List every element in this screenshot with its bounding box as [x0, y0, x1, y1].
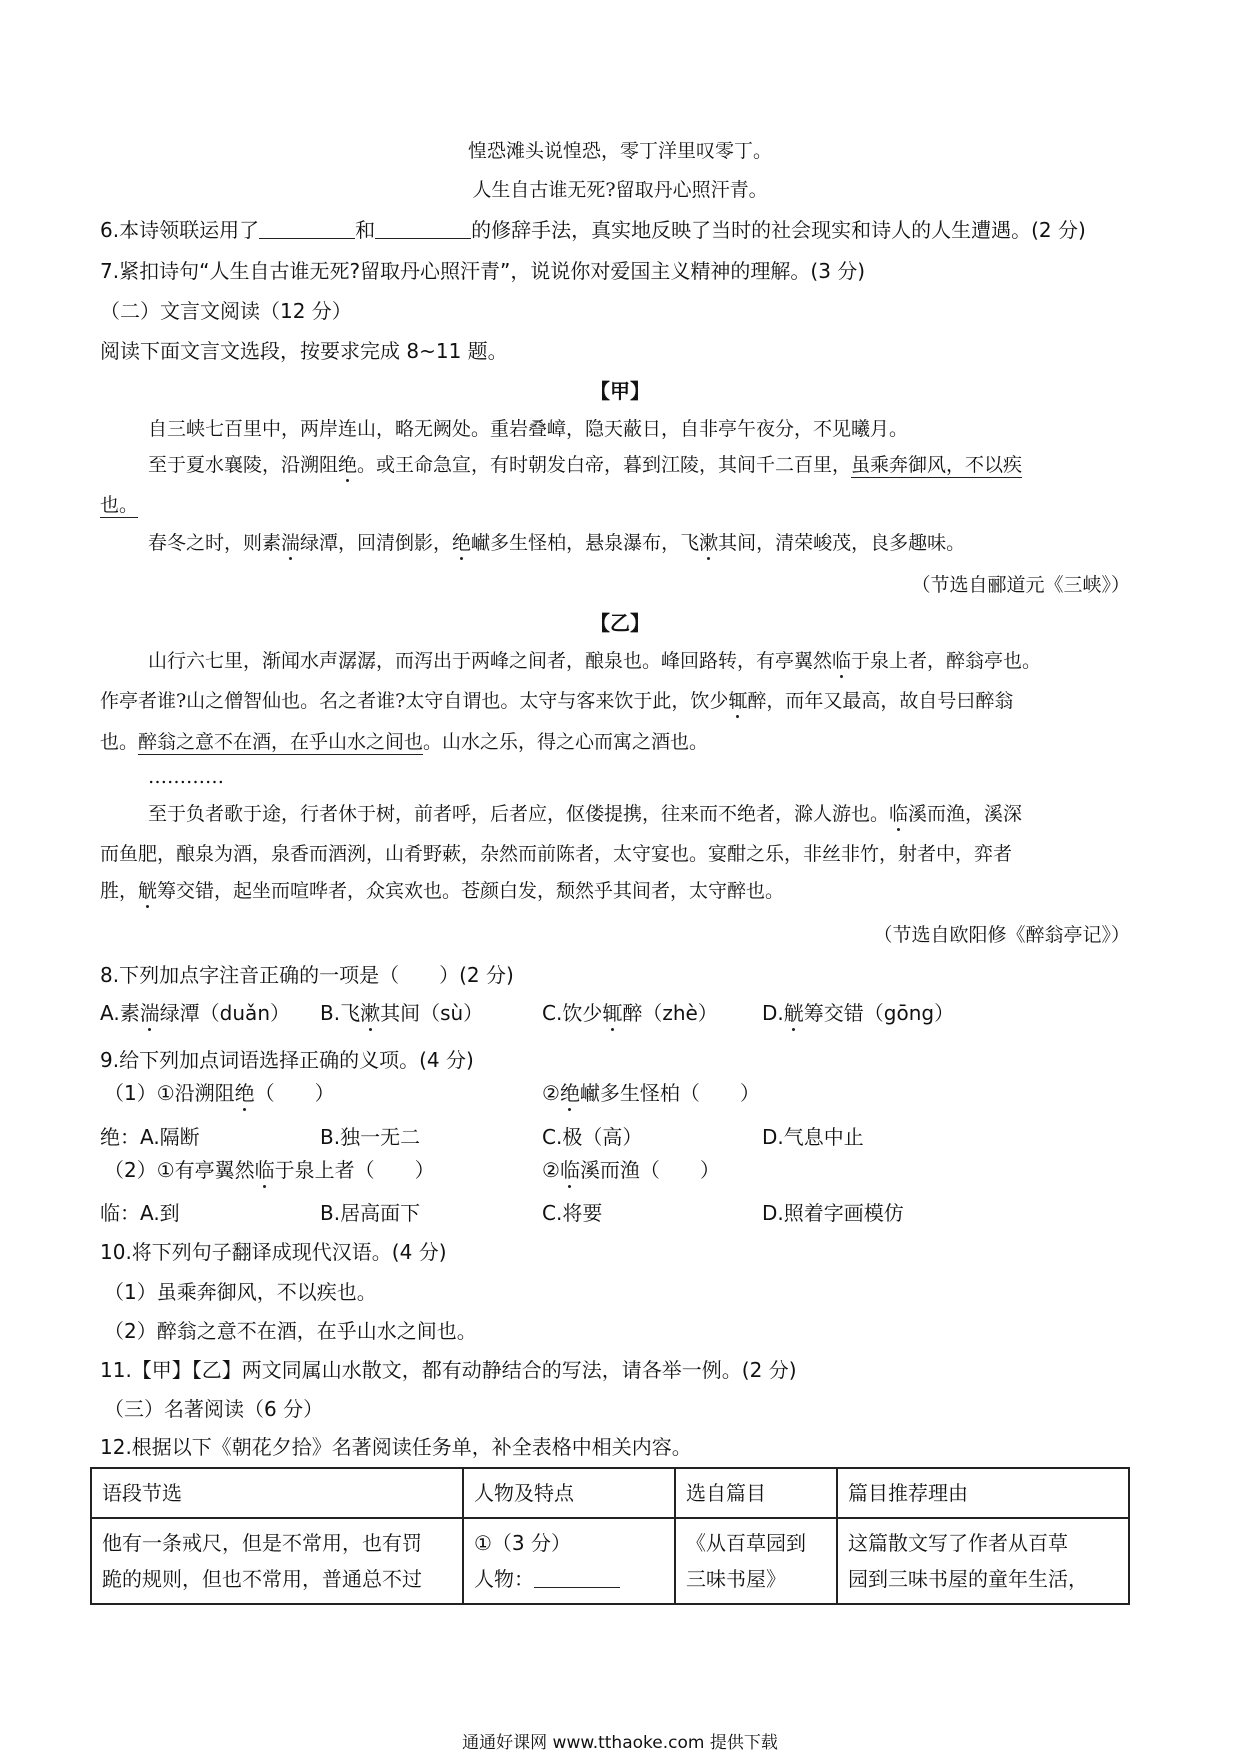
table-cell-excerpt — [91, 1518, 463, 1604]
question-9: 9.给下列加点词语选择正确的义项。(4 分) — [100, 1048, 474, 1072]
text: 𪩘多生怪柏，悬泉瀑布，飞 — [471, 532, 700, 554]
table-row — [91, 1518, 1129, 1604]
passage-yi-p1 — [148, 648, 1041, 674]
dotted-char: 绝 — [234, 1081, 255, 1105]
q9-def-2-c: C.将要 — [542, 1201, 603, 1225]
text: 绿潭，回清倒影， — [300, 532, 453, 554]
text: 绿潭（duǎn） — [159, 1001, 290, 1025]
passage-jia-p1: 自三峡七百里中，两岸连山，略无阙处。重岩叠嶂，隐天蔽日，自非亭午夜分，不见曦月。 — [148, 418, 909, 440]
dotted-char: 绝 — [559, 1081, 580, 1105]
q9-def-2-d: D.照着字画模仿 — [762, 1201, 904, 1225]
text: （1）①沿溯阻 — [104, 1081, 235, 1105]
dotted-char: 觥 — [138, 880, 158, 902]
text: （2）①有亭翼然 — [104, 1158, 255, 1182]
cell-label: 人物： — [474, 1567, 534, 1591]
text: 溪而渔，溪深 — [908, 803, 1023, 825]
poem-line-1: 惶恐滩头说惶恐，零丁洋里叹零丁。 — [467, 140, 772, 162]
q10-sentence-1: （1）虽乘奔御风，不以疾也。 — [104, 1280, 377, 1304]
text: 其间，清荣峻茂，良多趣味。 — [718, 532, 966, 554]
text: 山行六七里，渐闻水声潺潺，而泻出于两峰之间者，酿泉也。峰回路转，有亭翼然 — [148, 650, 833, 672]
table-header: 人物及特点 — [463, 1468, 675, 1518]
cell-line: 园到三味书屋的童年生活， — [848, 1567, 1088, 1591]
text: 筹交错（gōng） — [803, 1001, 955, 1025]
q9-def-1-c: C.极（高） — [542, 1125, 643, 1149]
passage-jia-heading: 【甲】 — [590, 379, 650, 403]
text: 也。 — [100, 731, 139, 753]
text: 春冬之时，则素 — [148, 532, 282, 554]
text: ② — [542, 1081, 560, 1105]
cell-line: ①（3 分） — [474, 1531, 572, 1555]
section-2-title: （二）文言文阅读（12 分） — [100, 299, 352, 323]
q8-option-c[interactable] — [542, 1000, 718, 1026]
text: 至于负者歌于途，行者休于树，前者呼，后者应，伛偻提携，往来而不绝者，滁人游也。 — [148, 803, 890, 825]
dotted-char: 漱 — [699, 532, 719, 554]
question-7: 7.紧扣诗句“人生自古谁无死?留取丹心照汗青”，说说你对爱国主义精神的理解。(3 分) — [100, 259, 866, 283]
passage-yi-p5: 而鱼肥，酿泉为酒，泉香而酒洌，山肴野蔌，杂然而前陈者，太守宴也。宴酣之乐，非丝非竹，射者中，弈者 — [100, 843, 1013, 865]
q8-option-a[interactable] — [100, 1000, 290, 1026]
q9-item-1a — [104, 1080, 335, 1106]
passage-yi-p4 — [148, 801, 1022, 827]
q9-def-2-a: 临：A.到 — [100, 1201, 180, 1225]
dotted-char: 漱 — [360, 1001, 381, 1025]
text: D. — [762, 1001, 784, 1025]
ellipsis: ………… — [148, 766, 224, 788]
text: 胜， — [100, 880, 139, 902]
text: 溪而渔（ ） — [579, 1158, 720, 1182]
question-10: 10.将下列句子翻译成现代汉语。(4 分) — [100, 1240, 447, 1264]
page-footer: 通通好课网 www.tthaoke.com 提供下载 — [462, 1733, 778, 1753]
dotted-char: 绝 — [452, 532, 472, 554]
q9-def-1-a: 绝：A.隔断 — [100, 1125, 200, 1149]
section-2-intro: 阅读下面文言文选段，按要求完成 8~11 题。 — [100, 339, 508, 363]
q9-item-2a — [104, 1157, 435, 1183]
q9-def-1-d: D.气息中止 — [762, 1125, 864, 1149]
passage-yi-p3 — [100, 729, 708, 755]
q9-item-2b — [542, 1157, 720, 1183]
text: ② — [542, 1158, 560, 1182]
question-8: 8.下列加点字注音正确的一项是（ ）(2 分) — [100, 963, 514, 987]
passage-jia-source: （节选自郦道元《三峡》） — [911, 574, 1130, 596]
table-header-row — [91, 1468, 1129, 1518]
text: B.飞 — [320, 1001, 361, 1025]
q9-item-1b — [542, 1080, 760, 1106]
text: 醉，而年又最高，故自号曰醉翁 — [747, 690, 1014, 712]
table-cell-chapter — [675, 1518, 837, 1604]
dotted-char: 临 — [889, 803, 909, 825]
text: 作亭者谁?山之僧智仙也。名之者谁?太守自谓也。太守与客来饮于此，饮少 — [100, 690, 729, 712]
dotted-char: 绝 — [338, 454, 358, 476]
table-cell-character — [463, 1518, 675, 1604]
passage-yi-p2 — [100, 688, 1013, 714]
passage-yi-source: （节选自欧阳修《醉翁亭记》） — [873, 924, 1130, 946]
question-6 — [100, 217, 1086, 243]
question-12: 12.根据以下《朝花夕拾》名著阅读任务单，补全表格中相关内容。 — [100, 1435, 692, 1459]
answer-blank[interactable] — [375, 218, 471, 239]
dotted-char: 辄 — [602, 1001, 623, 1025]
q6-text-b: 和 — [355, 218, 376, 242]
passage-jia-p2-cont — [100, 492, 138, 518]
q6-text-c: 的修辞手法，真实地反映了当时的社会现实和诗人的人生遭遇。(2 分) — [471, 218, 1086, 242]
underlined-sentence: 醉翁之意不在酒，在乎山水之间也 — [138, 731, 424, 753]
underlined-sentence: 虽乘奔御风，不以疾 — [851, 454, 1023, 476]
answer-blank[interactable] — [259, 218, 355, 239]
dotted-char: 辄 — [728, 690, 748, 712]
q8-option-b[interactable] — [320, 1000, 483, 1026]
question-11: 11.【甲】【乙】两文同属山水散文，都有动静结合的写法，请各举一例。(2 分) — [100, 1358, 797, 1382]
dotted-char: 临 — [559, 1158, 580, 1182]
table-header: 选自篇目 — [675, 1468, 837, 1518]
dotted-char: 觥 — [783, 1001, 804, 1025]
text: 于泉上者，醉翁亭也。 — [851, 650, 1042, 672]
cell-line: 三味书屋》 — [686, 1567, 786, 1591]
dotted-char: 临 — [832, 650, 852, 672]
text: 醉（zhè） — [622, 1001, 718, 1025]
section-3-title: （三）名著阅读（6 分） — [104, 1397, 324, 1421]
q6-text-a: 6.本诗领联运用了 — [100, 218, 260, 242]
dotted-char: 临 — [254, 1158, 275, 1182]
text: A.素 — [100, 1001, 140, 1025]
text: （ ） — [254, 1081, 335, 1105]
poem-line-2: 人生自古谁无死?留取丹心照汗青。 — [472, 179, 768, 201]
passage-yi-p6 — [100, 878, 784, 904]
dotted-char: 湍 — [281, 532, 301, 554]
cell-line: 《从百草园到 — [686, 1531, 806, 1555]
text: 。山水之乐，得之心而寓之酒也。 — [423, 731, 709, 753]
text: 𪩘多生怪柏（ ） — [579, 1081, 760, 1105]
q9-def-1-b: B.独一无二 — [320, 1125, 421, 1149]
q9-def-2-b: B.居高面下 — [320, 1201, 421, 1225]
cell-line: 他有一条戒尺，但是不常用，也有罚 — [102, 1531, 422, 1555]
cell-line: 这篇散文写了作者从百草 — [848, 1531, 1068, 1555]
table-header: 篇目推荐理由 — [837, 1468, 1129, 1518]
q8-option-d[interactable] — [762, 1000, 954, 1026]
underlined-sentence: 也。 — [100, 494, 139, 516]
passage-yi-heading: 【乙】 — [590, 611, 650, 635]
q10-sentence-2: （2）醉翁之意不在酒，在乎山水之间也。 — [104, 1319, 477, 1343]
passage-jia-p2 — [148, 452, 1022, 478]
text: 筹交错，起坐而喧哗者，众宾欢也。苍颜白发，颓然乎其间者，太守醉也。 — [157, 880, 785, 902]
table-cell-reason — [837, 1518, 1129, 1604]
text: 其间（sù） — [380, 1001, 484, 1025]
passage-jia-p3 — [148, 530, 965, 556]
answer-blank[interactable] — [534, 1567, 620, 1588]
text: 至于夏水襄陵，沿溯阻 — [148, 454, 339, 476]
dotted-char: 湍 — [139, 1001, 160, 1025]
task-table — [90, 1467, 1130, 1605]
text: C.饮少 — [542, 1001, 603, 1025]
text: 于泉上者（ ） — [274, 1158, 435, 1182]
table-header: 语段节选 — [91, 1468, 463, 1518]
text: 。或王命急宣，有时朝发白帝，暮到江陵，其间千二百里， — [357, 454, 852, 476]
cell-line: 跪的规则，但也不常用，普通总不过 — [102, 1567, 422, 1591]
